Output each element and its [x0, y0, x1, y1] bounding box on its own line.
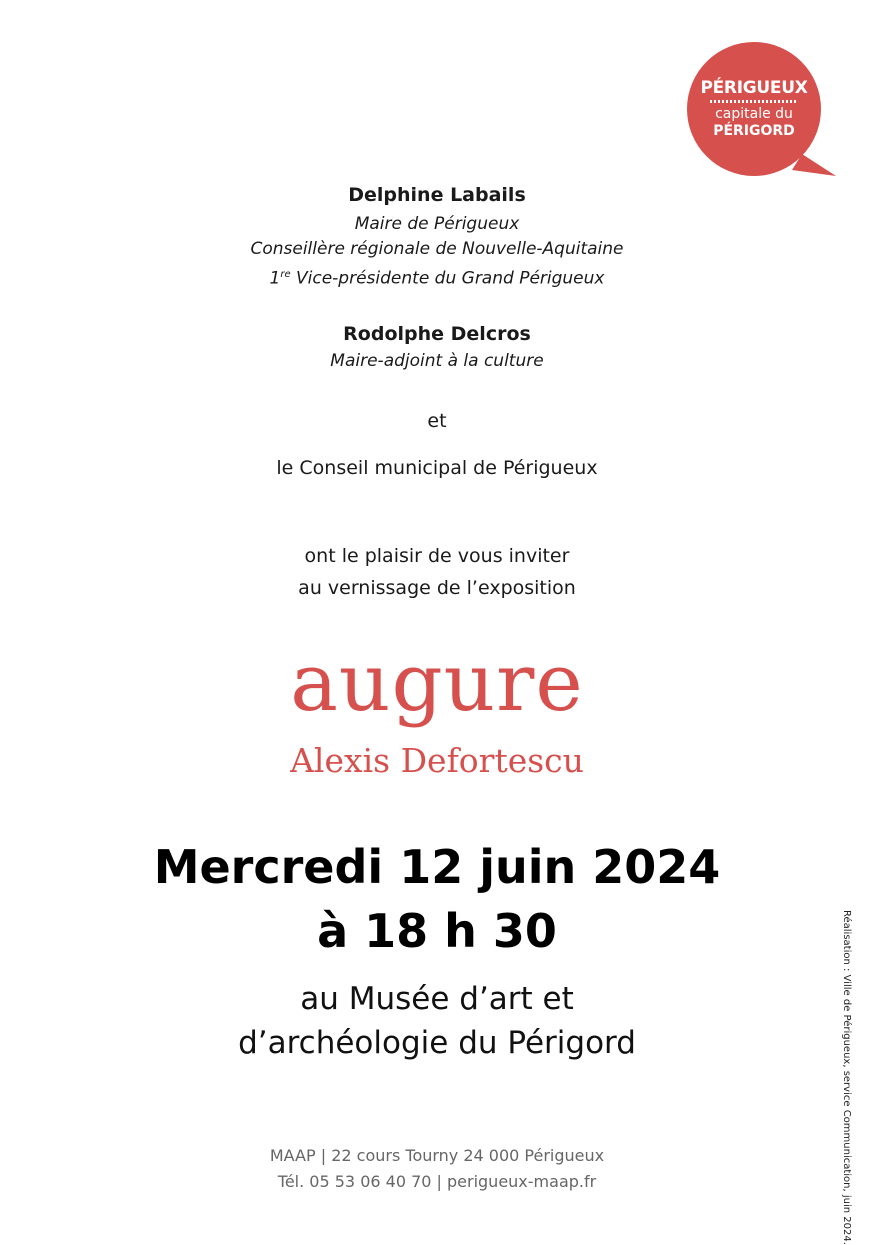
event-time: à 18 h 30: [317, 904, 557, 958]
event-date: Mercredi 12 juin 2024: [153, 840, 721, 894]
host-name: Delphine Labails: [348, 184, 526, 206]
footer-address: MAAP | 22 cours Tourny 24 000 Périgueux: [269, 1146, 605, 1165]
ordinal-role: Vice-présidente du Grand Périgueux: [290, 268, 605, 289]
exhibition-title: augure: [290, 636, 584, 729]
venue-line: d’archéologie du Périgord: [238, 1025, 636, 1061]
invite-line: ont le plaisir de vous inviter: [304, 545, 570, 567]
ordinal-superscript: re: [280, 269, 291, 280]
host-role: Maire de Périgueux: [354, 214, 520, 234]
council-text: le Conseil municipal de Périgueux: [276, 457, 598, 479]
logo-subtitle: capitale du: [715, 106, 793, 122]
connector-text: et: [427, 410, 447, 432]
credit-note: [841, 910, 864, 1245]
invite-line: au vernissage de l’exposition: [298, 577, 576, 599]
footer-contact: Tél. 05 53 06 40 70 | perigueux-maap.fr: [277, 1172, 597, 1191]
logo-city-name: PÉRIGUEUX: [700, 78, 808, 98]
host-role: Maire-adjoint à la culture: [330, 351, 544, 371]
host-name: Rodolphe Delcros: [343, 323, 531, 345]
ordinal-number: 1: [269, 268, 281, 289]
host-role-vice-president: [0, 262, 874, 292]
perigueux-logo: [684, 42, 836, 178]
credit-text: Réalisation : Ville de Périgueux, service Communication, juin 2024.: [841, 910, 852, 1245]
host-role: Conseillère régionale de Nouvelle-Aquitaine: [250, 239, 624, 259]
venue-line: au Musée d’art et: [300, 981, 574, 1017]
exhibition-artist: Alexis Defortescu: [290, 741, 584, 780]
logo-divider: [710, 100, 798, 103]
logo-region: PÉRIGORD: [713, 123, 795, 139]
